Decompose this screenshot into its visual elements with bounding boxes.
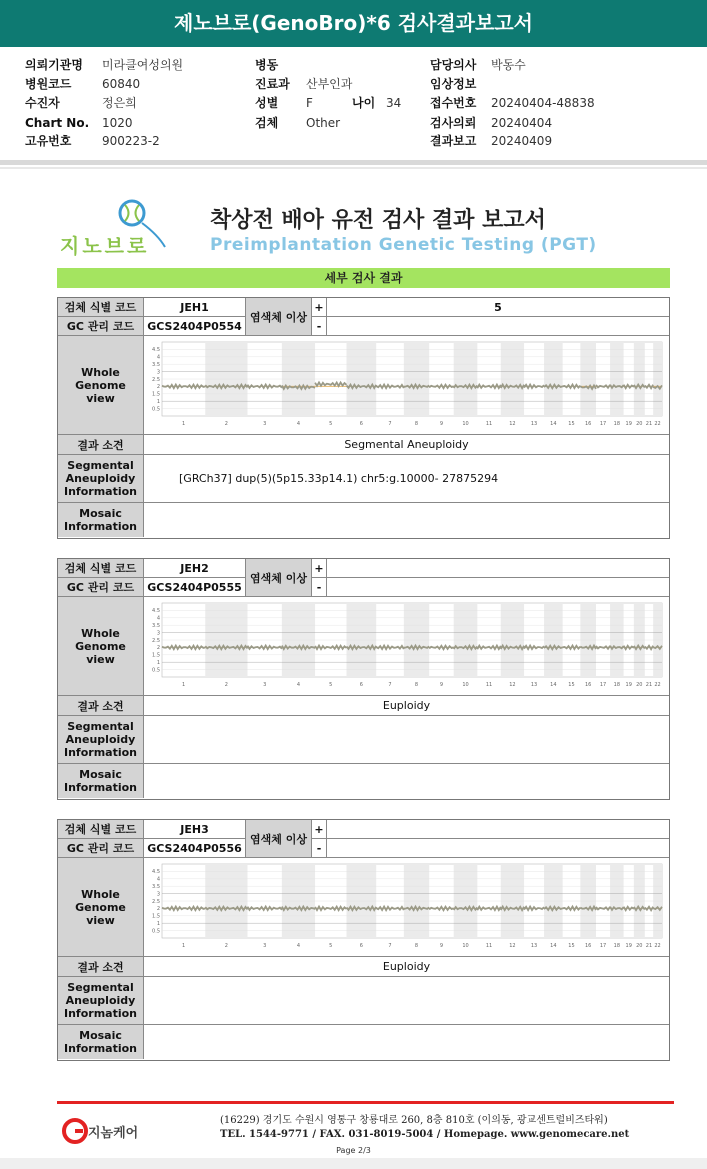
result-report-label: 결과보고	[430, 134, 477, 148]
x-tick-label: 7	[388, 421, 392, 427]
x-tick-label: 16	[584, 421, 592, 427]
mosaic-value	[144, 1025, 669, 1059]
chromosome-abnormality-label: 염색체 이상	[246, 559, 312, 597]
whole-genome-label: Whole Genome view	[58, 858, 144, 957]
specimen-value: Other	[306, 116, 341, 130]
y-tick-label: 2.5	[152, 898, 160, 905]
result-label: 결과 소견	[58, 696, 144, 716]
patient-info	[0, 52, 707, 160]
sample-block	[57, 297, 670, 539]
x-tick-label: 12	[509, 682, 516, 688]
sample-block	[57, 558, 670, 800]
sample-id-label: 검체 식별 코드	[58, 298, 144, 317]
y-tick-label: 2	[156, 384, 160, 391]
x-tick-label: 10	[462, 421, 469, 427]
x-tick-label: 5	[329, 943, 333, 949]
x-tick-label: 19	[625, 943, 632, 949]
x-tick-label: 9	[439, 682, 444, 688]
chromosome-abnormality-label: 염색체 이상	[246, 298, 312, 336]
x-tick-label: 12	[509, 943, 516, 949]
x-tick-label: 15	[568, 682, 575, 688]
whole-genome-chart	[144, 597, 669, 696]
patient-name-label: 수진자	[25, 96, 60, 110]
gain-sign: +	[312, 559, 327, 578]
gc-code-label: GC 관리 코드	[58, 839, 144, 858]
x-tick-label: 14	[550, 421, 557, 427]
age-label: 나이	[352, 96, 376, 110]
sample-id-value: JEH2	[144, 559, 246, 578]
result-value: Segmental Aneuploidy	[144, 435, 669, 455]
x-tick-label: 14	[550, 682, 557, 688]
x-tick-label: 13	[530, 682, 538, 688]
whole-genome-label: Whole Genome view	[58, 336, 144, 435]
x-tick-label: 4	[296, 421, 301, 427]
x-tick-label: 22	[654, 943, 661, 949]
y-tick-label: 2	[156, 906, 160, 913]
mosaic-label: Mosaic Information	[58, 503, 144, 537]
x-tick-label: 2	[224, 682, 228, 688]
segmental-aneuploidy-label: Segmental Aneuploidy Information	[58, 977, 144, 1025]
y-tick-label: 3.5	[152, 623, 160, 629]
doctor-label: 담당의사	[430, 58, 477, 72]
x-tick-label: 6	[359, 421, 363, 427]
y-tick-label: 3.5	[152, 884, 160, 890]
unique-id-value: 900223-2	[102, 134, 160, 148]
x-tick-label: 15	[568, 943, 575, 949]
loss-chromosomes	[327, 578, 669, 597]
x-tick-label: 13	[530, 421, 538, 427]
x-tick-label: 8	[414, 421, 419, 427]
sample-id-value: JEH3	[144, 820, 246, 839]
segmental-aneuploidy-value	[144, 977, 669, 1025]
result-value: Euploidy	[144, 957, 669, 977]
x-tick-label: 11	[485, 682, 493, 688]
logo-text: 지노브로	[60, 234, 150, 258]
gc-code-value: GCS2404P0556	[144, 839, 246, 858]
company-address	[220, 1114, 629, 1142]
whole-genome-label: Whole Genome view	[58, 597, 144, 696]
x-tick-label: 1	[182, 421, 186, 427]
hospital-code-label: 병원코드	[25, 77, 72, 91]
report-title-korean: 착상전 배아 유전 검사 결과 보고서	[210, 208, 546, 233]
y-tick-label: 3	[156, 891, 160, 898]
report-title-english: Preimplantation Genetic Testing (PGT)	[210, 235, 597, 255]
x-tick-label: 21	[645, 943, 653, 949]
age-value: 34	[386, 96, 402, 110]
x-tick-label: 2	[224, 421, 228, 427]
y-tick-label: 4	[156, 615, 160, 622]
x-tick-label: 17	[599, 682, 607, 688]
divider	[0, 160, 707, 165]
y-tick-label: 1.5	[152, 913, 160, 920]
segmental-aneuploidy-value	[144, 716, 669, 764]
x-tick-label: 3	[263, 421, 267, 427]
loss-chromosomes	[327, 317, 669, 336]
y-tick-label: 1.5	[152, 391, 160, 398]
x-tick-label: 16	[584, 682, 592, 688]
x-tick-label: 1	[182, 943, 186, 949]
section-title: 세부 검사 결과	[57, 268, 670, 288]
x-tick-label: 9	[439, 943, 444, 949]
mosaic-value	[144, 503, 669, 537]
x-tick-label: 20	[636, 943, 643, 949]
x-tick-label: 10	[462, 682, 469, 688]
y-tick-label: 3	[156, 369, 160, 376]
receipt-number-label: 접수번호	[430, 96, 477, 110]
mosaic-label: Mosaic Information	[58, 764, 144, 798]
x-tick-label: 6	[359, 943, 363, 949]
x-tick-label: 21	[645, 421, 653, 427]
x-tick-label: 20	[636, 682, 643, 688]
result-label: 결과 소견	[58, 957, 144, 977]
y-tick-label: 2.5	[152, 376, 160, 383]
y-tick-label: 1.5	[152, 652, 160, 659]
y-tick-label: 4.5	[152, 608, 160, 615]
gain-chromosomes: 5	[327, 298, 669, 317]
gc-code-label: GC 관리 코드	[58, 578, 144, 597]
x-tick-label: 8	[414, 682, 419, 688]
gc-code-value: GCS2404P0554	[144, 317, 246, 336]
x-tick-label: 3	[263, 943, 267, 949]
x-tick-label: 18	[613, 421, 621, 427]
x-tick-label: 10	[462, 943, 469, 949]
y-tick-label: 4.5	[152, 869, 160, 876]
report-header-title: 제노브로(GenoBro)*6 검사결과보고서	[0, 0, 707, 47]
y-tick-label: 2	[156, 645, 160, 652]
referring-institution-label: 의뢰기관명	[25, 58, 83, 72]
page-bottom-strip	[0, 1158, 707, 1169]
segmental-aneuploidy-label: Segmental Aneuploidy Information	[58, 455, 144, 503]
patient-name-value: 정은희	[102, 96, 137, 110]
mosaic-label: Mosaic Information	[58, 1025, 144, 1059]
loss-sign: -	[312, 317, 327, 336]
department-label: 진료과	[255, 77, 290, 91]
genome-plot-svg	[144, 336, 669, 434]
x-tick-label: 11	[485, 943, 493, 949]
x-tick-label: 3	[263, 682, 267, 688]
chromosome-abnormality-label: 염색체 이상	[246, 820, 312, 858]
ward-label: 병동	[255, 58, 279, 72]
x-tick-label: 16	[584, 943, 592, 949]
x-tick-label: 5	[329, 682, 333, 688]
sample-block	[57, 819, 670, 1061]
y-tick-label: 2.5	[152, 637, 160, 644]
contact-line: TEL. 1544-9771 / FAX. 031-8019-5004 / Homepage. www.genomecare.net	[220, 1129, 630, 1140]
x-tick-label: 4	[296, 682, 301, 688]
clinical-info-label: 임상정보	[430, 77, 477, 91]
x-tick-label: 19	[625, 682, 632, 688]
x-tick-label: 18	[613, 943, 621, 949]
unique-id-label: 고유번호	[25, 134, 72, 148]
whole-genome-chart	[144, 858, 669, 957]
x-tick-label: 11	[485, 421, 493, 427]
x-tick-label: 6	[359, 682, 363, 688]
y-tick-label: 3.5	[152, 362, 160, 368]
y-tick-label: 1	[156, 399, 160, 405]
loss-sign: -	[312, 578, 327, 597]
y-tick-label: 0.5	[152, 406, 160, 413]
x-tick-label: 7	[388, 943, 392, 949]
specimen-label: 검체	[255, 116, 279, 130]
y-tick-label: 0.5	[152, 928, 160, 935]
x-tick-label: 22	[654, 421, 661, 427]
loss-sign: -	[312, 839, 327, 858]
department-value: 산부인과	[306, 77, 353, 91]
divider	[0, 167, 707, 169]
genome-plot-svg	[144, 858, 669, 956]
sex-label: 성별	[255, 96, 279, 110]
chart-no-value: 1020	[102, 116, 133, 130]
sample-id-label: 검체 식별 코드	[58, 820, 144, 839]
x-tick-label: 17	[599, 421, 607, 427]
x-tick-label: 20	[636, 421, 643, 427]
footer-divider	[57, 1101, 674, 1104]
segmental-aneuploidy-value: [GRCh37] dup(5)(5p15.33p14.1) chr5:g.10000- 27875294	[144, 455, 669, 503]
y-tick-label: 1	[156, 921, 160, 927]
x-tick-label: 21	[645, 682, 653, 688]
sex-value: F	[306, 96, 313, 110]
x-tick-label: 2	[224, 943, 228, 949]
test-request-value: 20240404	[491, 116, 553, 130]
x-tick-label: 5	[329, 421, 333, 427]
doctor-value: 박동수	[491, 58, 526, 72]
address-line: (16229) 경기도 수원시 영통구 창룡대로 260, 8층 810호 (이의동, 광교센트럴비즈타워)	[220, 1115, 608, 1126]
loss-chromosomes	[327, 839, 669, 858]
result-value: Euploidy	[144, 696, 669, 716]
chart-no-label: Chart No.	[25, 116, 90, 130]
gc-code-value: GCS2404P0555	[144, 578, 246, 597]
hospital-code-value: 60840	[102, 77, 141, 91]
x-tick-label: 15	[568, 421, 575, 427]
result-report-value: 20240409	[491, 134, 553, 148]
y-tick-label: 3	[156, 630, 160, 637]
test-request-label: 검사의뢰	[430, 116, 477, 130]
x-tick-label: 4	[296, 943, 301, 949]
sample-id-label: 검체 식별 코드	[58, 559, 144, 578]
page-number: Page 2/3	[336, 1146, 371, 1155]
x-tick-label: 12	[509, 421, 516, 427]
company-name: 지놈케어	[88, 1126, 139, 1141]
result-label: 결과 소견	[58, 435, 144, 455]
x-tick-label: 8	[414, 943, 419, 949]
x-tick-label: 7	[388, 682, 392, 688]
x-tick-label: 1	[182, 682, 186, 688]
genome-plot-svg	[144, 597, 669, 695]
y-tick-label: 1	[156, 660, 160, 666]
gain-sign: +	[312, 298, 327, 317]
gain-sign: +	[312, 820, 327, 839]
segmental-aneuploidy-label: Segmental Aneuploidy Information	[58, 716, 144, 764]
gc-code-label: GC 관리 코드	[58, 317, 144, 336]
y-tick-label: 4	[156, 876, 160, 883]
y-tick-label: 0.5	[152, 667, 160, 674]
referring-institution-value: 미라클여성의원	[102, 58, 184, 72]
y-tick-label: 4	[156, 354, 160, 361]
sample-id-value: JEH1	[144, 298, 246, 317]
gain-chromosomes	[327, 820, 669, 839]
x-tick-label: 13	[530, 943, 538, 949]
gain-chromosomes	[327, 559, 669, 578]
x-tick-label: 17	[599, 943, 607, 949]
x-tick-label: 9	[439, 421, 444, 427]
y-tick-label: 4.5	[152, 347, 160, 354]
x-tick-label: 14	[550, 943, 557, 949]
receipt-number-value: 20240404-48838	[491, 96, 595, 110]
mosaic-value	[144, 764, 669, 798]
whole-genome-chart	[144, 336, 669, 435]
x-tick-label: 18	[613, 682, 621, 688]
x-tick-label: 22	[654, 682, 661, 688]
x-tick-label: 19	[625, 421, 632, 427]
